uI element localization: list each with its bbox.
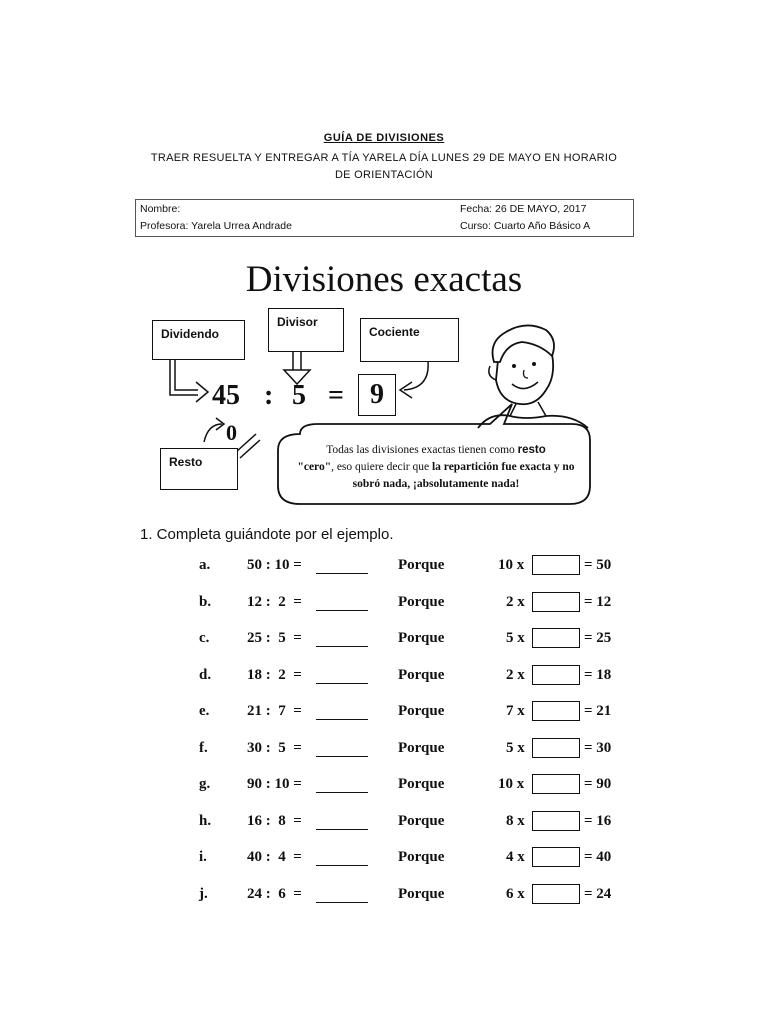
item-letter: i. [199, 849, 207, 865]
item-factor: 5 x [506, 739, 525, 756]
item-result: = 21 [584, 703, 612, 719]
item-result: = 12 [584, 593, 612, 610]
date-label: Fecha: 26 DE MAYO, 2017 [460, 203, 587, 215]
item-result: = 30 [584, 739, 612, 756]
exercise-row [0, 592, 768, 618]
item-division: 40 : 4 = [247, 849, 302, 865]
answer-box[interactable] [532, 665, 580, 685]
answer-blank[interactable] [316, 669, 368, 684]
because-label: Porque [398, 885, 445, 902]
because-label: Porque [398, 666, 445, 683]
name-label: Nombre: [140, 203, 181, 215]
item-result: = 16 [584, 812, 612, 829]
item-letter: j. [199, 885, 208, 902]
quotient-label: Cociente [360, 318, 459, 362]
item-division: 50 : 10 = [247, 557, 302, 573]
item-factor: 8 x [506, 812, 525, 829]
speech-bold-exacta: la repartición fue exacta y no sobró nada, ¡absolutamente nada! [352, 461, 575, 490]
answer-box[interactable] [532, 555, 580, 575]
division-diagram [0, 300, 768, 510]
answer-blank[interactable] [316, 851, 368, 866]
student-info-box [135, 199, 634, 237]
answer-box[interactable] [532, 738, 580, 758]
because-label: Porque [398, 776, 445, 792]
example-quotient-box: 9 [358, 374, 396, 416]
item-division: 24 : 6 = [247, 885, 302, 902]
example-colon: : [264, 380, 274, 411]
example-remainder: 0 [226, 420, 237, 445]
answer-box[interactable] [532, 592, 580, 612]
item-result: = 90 [584, 776, 612, 792]
item-factor: 6 x [506, 885, 525, 902]
speech-cero: "cero" [297, 461, 332, 473]
item-factor: 2 x [506, 666, 525, 683]
answer-box[interactable] [532, 811, 580, 831]
answer-blank[interactable] [316, 742, 368, 757]
speech-text [290, 442, 582, 493]
item-result: = 25 [584, 630, 612, 646]
item-letter: f. [199, 739, 208, 756]
because-label: Porque [398, 557, 445, 573]
item-division: 30 : 5 = [247, 739, 302, 756]
item-result: = 24 [584, 885, 612, 902]
item-division: 25 : 5 = [247, 630, 302, 646]
because-label: Porque [398, 812, 445, 829]
item-factor: 4 x [506, 849, 525, 865]
answer-blank[interactable] [316, 596, 368, 611]
exercise-row [0, 665, 768, 691]
because-label: Porque [398, 849, 445, 865]
item-division: 90 : 10 = [247, 776, 302, 792]
item-result: = 50 [584, 557, 612, 573]
answer-box[interactable] [532, 628, 580, 648]
item-letter: b. [199, 593, 212, 610]
divisor-label: Divisor [268, 308, 344, 352]
exercise-row [0, 738, 768, 764]
item-factor: 10 x [498, 776, 525, 792]
item-letter: d. [199, 666, 212, 683]
speech-bold-resto: resto [517, 444, 546, 456]
teacher-label: Profesora: Yarela Urrea Andrade [140, 220, 292, 232]
item-factor: 7 x [506, 703, 525, 719]
answer-blank[interactable] [316, 559, 368, 574]
item-factor: 5 x [506, 630, 525, 646]
item-letter: g. [199, 776, 211, 792]
exercise-row [0, 811, 768, 837]
course-label: Curso: Cuarto Año Básico A [460, 220, 591, 232]
speech-part1: Todas las divisiones exactas tienen como [326, 444, 518, 456]
item-result: = 40 [584, 849, 612, 865]
exercise-row [0, 555, 768, 581]
example-dividend: 45 [212, 380, 240, 411]
answer-box[interactable] [532, 701, 580, 721]
exercise-row [0, 774, 768, 800]
because-label: Porque [398, 703, 445, 719]
item-letter: e. [199, 703, 210, 719]
answer-blank[interactable] [316, 815, 368, 830]
because-label: Porque [398, 630, 445, 646]
exercise-row [0, 628, 768, 654]
item-division: 21 : 7 = [247, 703, 302, 719]
remainder-label: Resto [160, 448, 238, 490]
item-letter: a. [199, 557, 211, 573]
guide-instructions: TRAER RESUELTA Y ENTREGAR A TÍA YARELA DÍA LUNES 29 DE MAYO EN HORARIO DE ORIENTACIÓN [150, 152, 618, 181]
example-equals: = [328, 380, 344, 411]
answer-box[interactable] [532, 847, 580, 867]
exercise-title: 1. Completa guiándote por el ejemplo. [140, 526, 394, 543]
item-division: 12 : 2 = [247, 593, 302, 610]
boy-illustration [476, 320, 596, 430]
exercise-row [0, 701, 768, 727]
answer-blank[interactable] [316, 888, 368, 903]
item-factor: 2 x [506, 593, 525, 610]
lesson-title: Divisiones exactas [245, 259, 523, 300]
answer-box[interactable] [532, 884, 580, 904]
answer-blank[interactable] [316, 705, 368, 720]
answer-blank[interactable] [316, 632, 368, 647]
item-letter: c. [199, 630, 210, 646]
answer-box[interactable] [532, 774, 580, 794]
item-division: 18 : 2 = [247, 666, 302, 683]
item-factor: 10 x [498, 557, 525, 573]
example-divisor: 5 [292, 380, 306, 411]
item-letter: h. [199, 812, 212, 829]
exercise-row [0, 884, 768, 910]
answer-blank[interactable] [316, 778, 368, 793]
exercise-row [0, 847, 768, 873]
because-label: Porque [398, 739, 445, 756]
item-result: = 18 [584, 666, 612, 683]
guide-title: GUÍA DE DIVISIONES [323, 132, 445, 144]
item-division: 16 : 8 = [247, 812, 302, 829]
dividend-label: Dividendo [152, 320, 245, 360]
because-label: Porque [398, 593, 445, 610]
speech-part3: , eso quiere decir que [331, 461, 432, 473]
